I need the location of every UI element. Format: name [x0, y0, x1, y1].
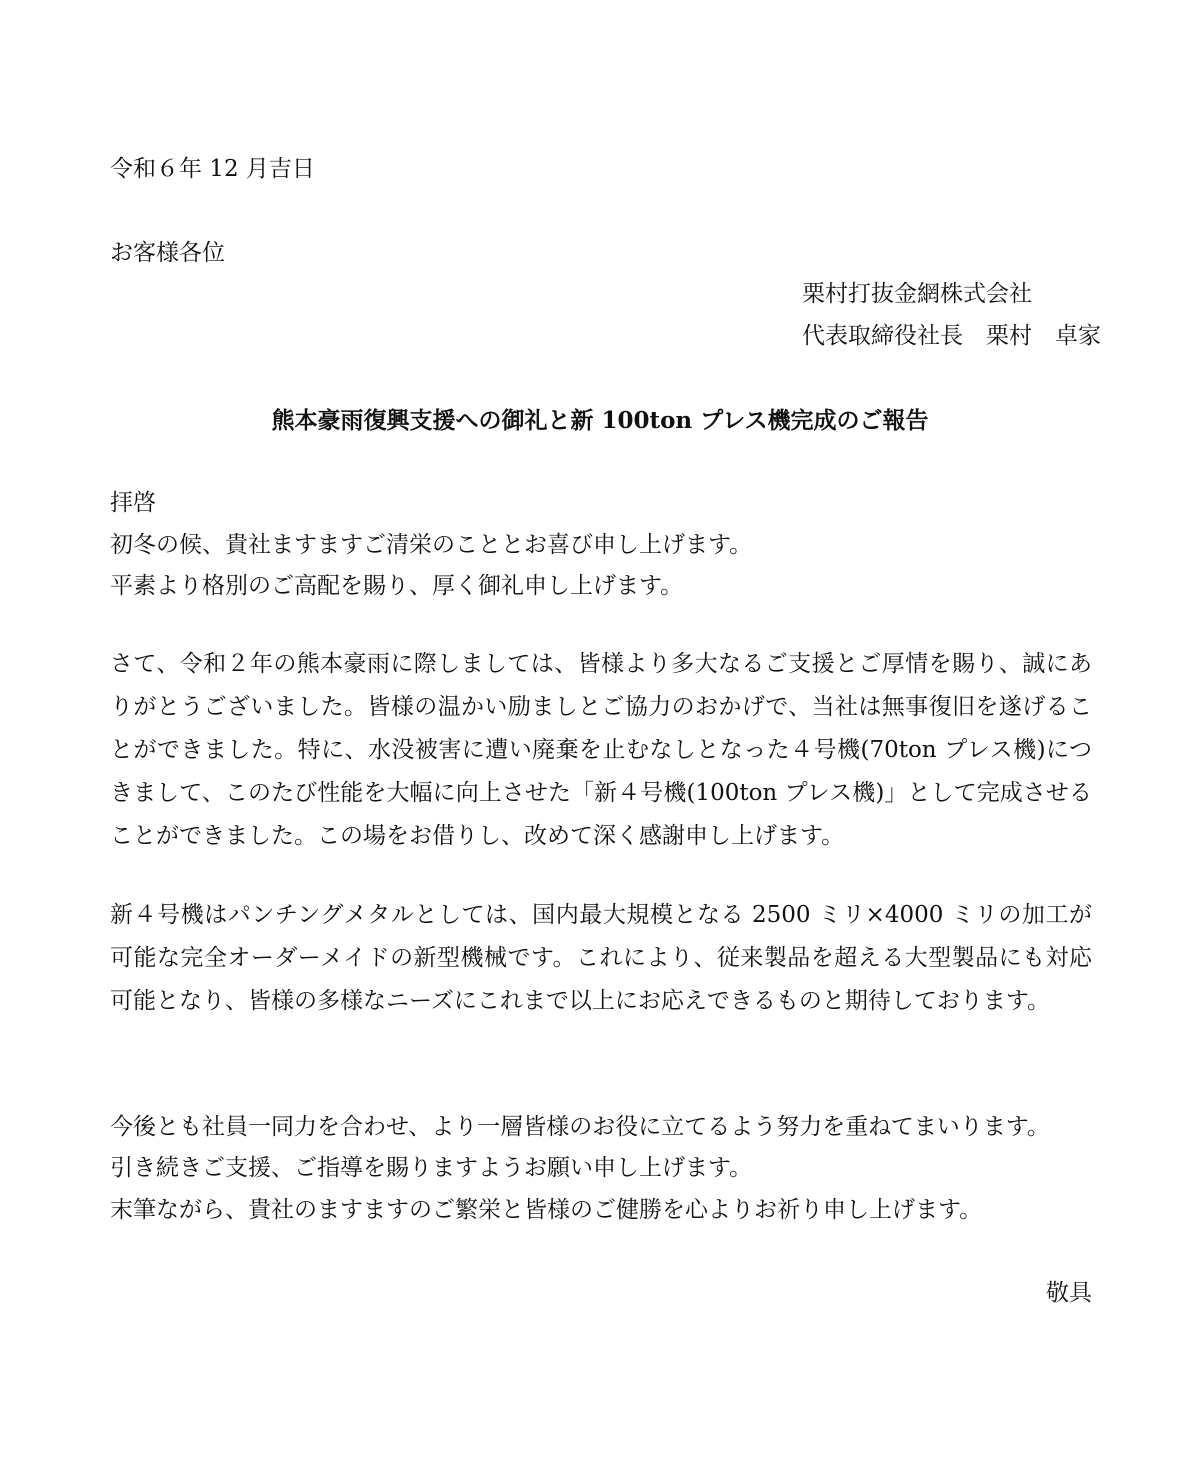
greeting-line: 初冬の候、貴社ますますご清栄のこととお喜び申し上げます。 [110, 532, 753, 558]
sender-company: 栗村打抜金網株式会社 [802, 281, 1032, 307]
body-paragraph-reconstruction: さて、令和２年の熊本豪雨に際しましては、皆様より多大なるご支援とご厚情を賜り、誠にありがとうございました。皆様の温かい励ましとご協力のおかげで、当社は無事復旧を遂げることができました。特に、水没被害に遭い廃棄を止むなしとなった４号機(70ton プレス機)につきまして、このたび性能を大幅に向上させた「新４号機(100ton プレス機)」として完成させることができました。この場をお借りし、改めて深く感謝申し上げます。 [110, 651, 1092, 849]
sender-representative: 代表取締役社長 栗村 卓家 [802, 323, 1101, 349]
closing-line: 末筆ながら、貴社のますますのご繁栄と皆様のご健勝を心よりお祈り申し上げます。 [110, 1197, 983, 1223]
letter-date: 令和６年 12 月吉日 [110, 156, 315, 182]
greeting-line: 平素より格別のご高配を賜り、厚く御礼申し上げます。 [110, 573, 684, 599]
closing-line: 今後とも社員一同力を合わせ、より一層皆様のお役に立てるよう努力を重ねてまいります。 [110, 1114, 1050, 1140]
salutation: 拝啓 [110, 490, 156, 516]
body-paragraph-new-machine: 新４号機はパンチングメタルとしては、国内最大規模となる 2500 ミリ×4000 ミリの加工が可能な完全オーダーメイドの新型機械です。これにより、従来製品を超える大型製品にも対応可能となり、皆様の多様なニーズにこれまで以上にお応えできるものと期待しております。 [110, 902, 1092, 1014]
letter-addressee: お客様各位 [110, 240, 225, 266]
complimentary-close: 敬具 [1046, 1280, 1092, 1306]
letter-title: 熊本豪雨復興支援への御礼と新 100ton プレス機完成のご報告 [271, 407, 929, 434]
closing-line: 引き続きご支援、ご指導を賜りますようお願い申し上げます。 [110, 1155, 753, 1181]
